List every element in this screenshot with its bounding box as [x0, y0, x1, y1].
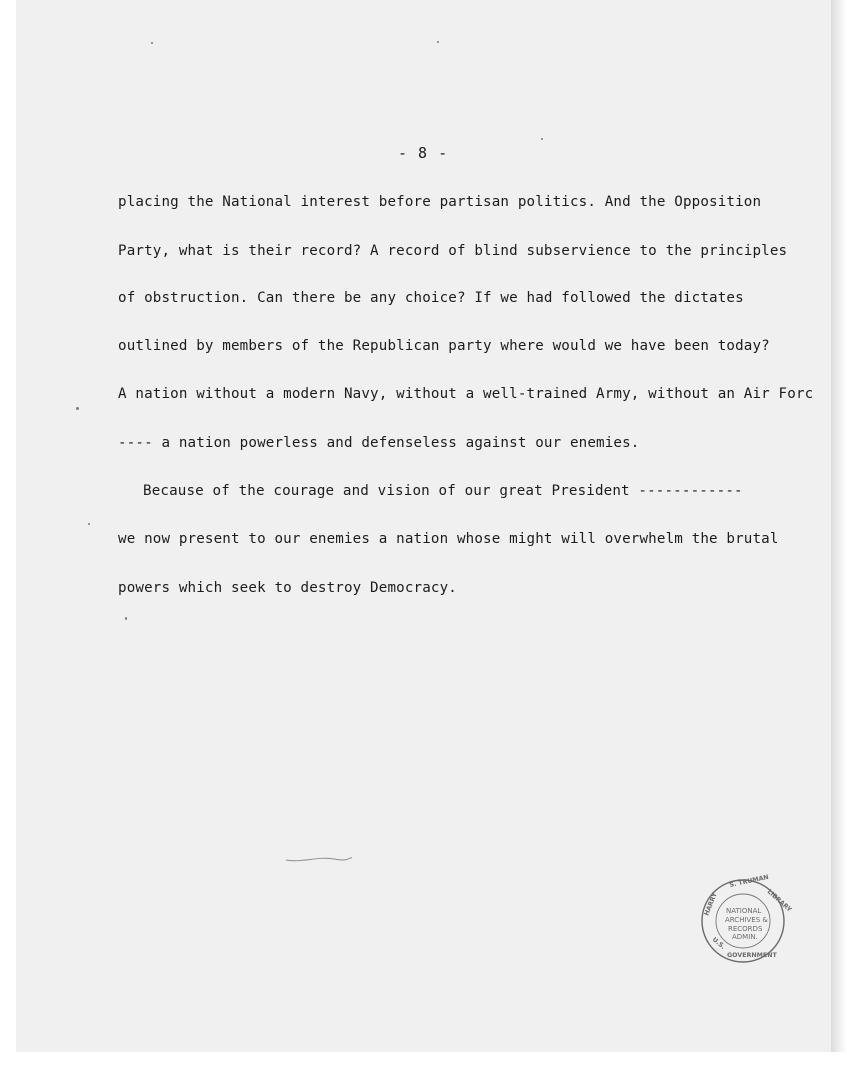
- archives-seal-stamp: [700, 873, 793, 964]
- pencil-scribble: [284, 852, 354, 866]
- body-line-6: ---- a nation powerless and defenseless against our enemies.: [118, 435, 640, 451]
- svg-text:HARRY: HARRY: [703, 891, 719, 917]
- scan-speck: [76, 407, 79, 410]
- scan-speck: [151, 42, 153, 44]
- page-number: - 8 -: [398, 144, 449, 162]
- body-line-4: outlined by members of the Republican party where would we have been today?: [118, 338, 770, 354]
- scan-speck: [437, 41, 439, 43]
- body-line-9: powers which seek to destroy Democracy.: [118, 580, 457, 596]
- scan-speck: [541, 138, 543, 140]
- body-line-1: placing the National interest before partisan politics. And the Opposition: [118, 194, 762, 210]
- svg-text:RECORDS: RECORDS: [728, 925, 763, 933]
- body-line-3: of obstruction. Can there be any choice? If we had followed the dictates: [118, 290, 744, 306]
- body-line-2: Party, what is their record? A record of blind subservience to the principles: [118, 243, 788, 259]
- scan-speck: [88, 523, 90, 525]
- body-line-5: A nation without a modern Navy, without a well-trained Army, without an Air Forc: [118, 386, 814, 402]
- scan-speck: [125, 617, 127, 620]
- page-edge-shadow: [831, 0, 847, 1052]
- svg-text:ADMIN.: ADMIN.: [732, 933, 758, 941]
- body-line-8: we now present to our enemies a nation whose might will overwhelm the brutal: [118, 531, 779, 547]
- body-line-7-paragraph-start: Because of the courage and vision of our great President ------------: [143, 483, 743, 499]
- svg-text:U.S.: U.S.: [710, 936, 727, 951]
- svg-text:GOVERNMENT: GOVERNMENT: [727, 952, 777, 959]
- svg-text:NATIONAL: NATIONAL: [726, 907, 762, 915]
- svg-text:ARCHIVES &: ARCHIVES &: [725, 916, 768, 924]
- svg-text:LIBRARY: LIBRARY: [765, 888, 793, 914]
- svg-text:S. TRUMAN: S. TRUMAN: [728, 873, 770, 889]
